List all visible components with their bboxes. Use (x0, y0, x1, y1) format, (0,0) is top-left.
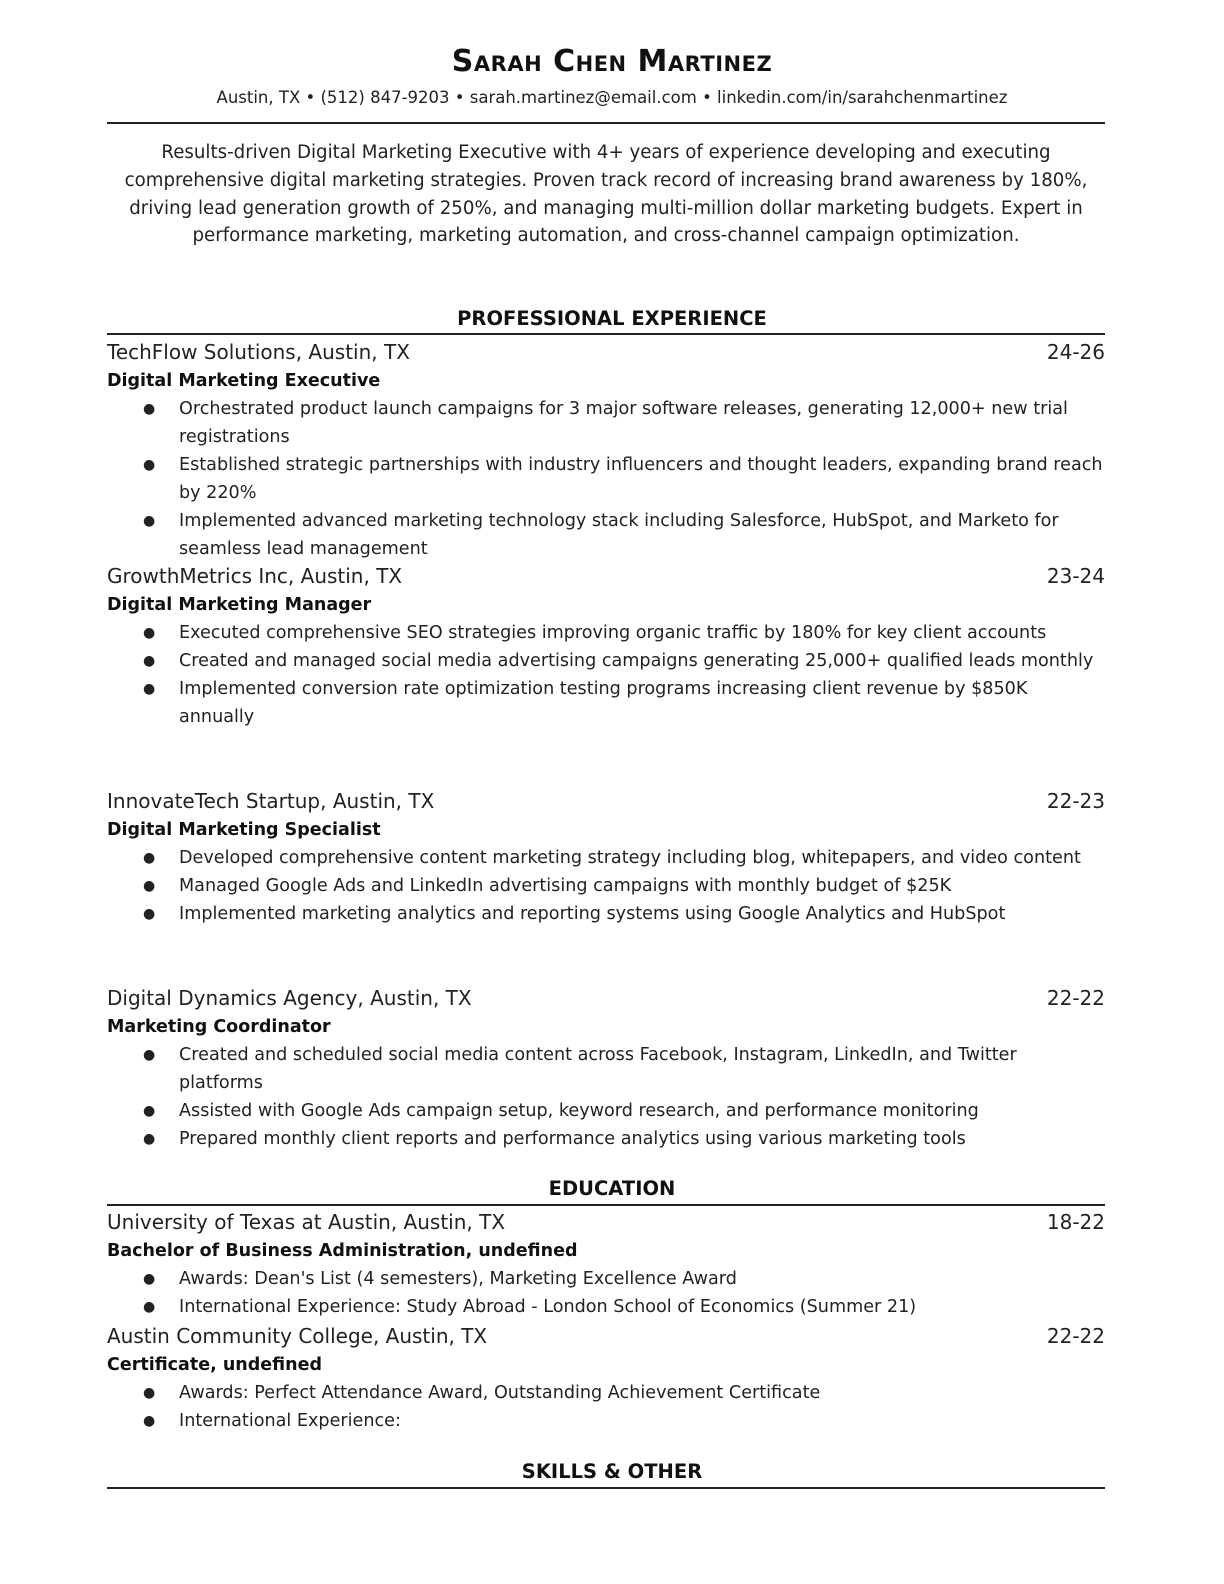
bullet-icon: ● (143, 1385, 156, 1401)
list-item: ● Implemented conversion rate optimization testing programs increasing client revenue by $850K annually (107, 676, 1105, 732)
experience-entry-header (107, 789, 1105, 817)
bullet-icon: ● (143, 625, 156, 641)
bullet-icon: ● (143, 1412, 156, 1429)
bullet-icon: ● (143, 512, 156, 529)
header-divider (107, 122, 1105, 124)
section-title-skills: SKILLS & OTHER (521, 1460, 703, 1483)
list-item: ● Managed Google Ads and LinkedIn advertising campaigns with monthly budget of $25K (107, 873, 1105, 901)
date-range: 18-22 (1046, 1210, 1105, 1234)
date-range: 23-24 (1046, 564, 1105, 588)
job-title: Digital Marketing Manager (107, 595, 372, 615)
experience-entry-header (107, 986, 1105, 1014)
list-item: ● Assisted with Google Ads campaign setup, keyword research, and performance monitoring (107, 1098, 1105, 1126)
bullet-icon: ● (143, 652, 156, 669)
job-title: Marketing Coordinator (107, 1017, 331, 1037)
education-entry-header (107, 1210, 1105, 1238)
section-title-education: EDUCATION (548, 1177, 676, 1200)
bullet-icon: ● (143, 1047, 156, 1063)
date-range: 22-23 (1046, 789, 1105, 813)
experience-entry-header (107, 564, 1105, 592)
date-range: 22-22 (1046, 986, 1105, 1010)
bullet-icon: ● (143, 1130, 156, 1147)
company-name: GrowthMetrics Inc, Austin, TX (107, 564, 403, 588)
list-item: ● Established strategic partnerships with industry influencers and thought leaders, expanding brand reach by 220% (107, 452, 1105, 508)
job-title: Digital Marketing Specialist (107, 820, 381, 840)
education-entry-header (107, 1324, 1105, 1352)
bullet-list (107, 396, 1105, 563)
company-name: Digital Dynamics Agency, Austin, TX (107, 986, 472, 1010)
degree: Certificate, undefined (107, 1355, 322, 1375)
school-name: Austin Community College, Austin, TX (107, 1324, 488, 1348)
list-item: ● Created and scheduled social media content across Facebook, Instagram, LinkedIn, and Twitter platforms (107, 1042, 1105, 1098)
degree: Bachelor of Business Administration, undefined (107, 1241, 578, 1261)
date-range: 24-26 (1046, 340, 1105, 364)
experience-entry-header (107, 340, 1105, 368)
list-item: ● Awards: Perfect Attendance Award, Outstanding Achievement Certificate (107, 1380, 1105, 1408)
bullet-icon: ● (143, 905, 156, 922)
list-item: ● International Experience: Study Abroad - London School of Economics (Summer 21) (107, 1294, 1105, 1322)
bullet-list (107, 620, 1105, 732)
education-divider (107, 1204, 1105, 1206)
section-title-experience: PROFESSIONAL EXPERIENCE (457, 307, 767, 330)
list-item: ● International Experience: (107, 1408, 1105, 1436)
list-item: ● Prepared monthly client reports and performance analytics using various marketing tools (107, 1126, 1105, 1154)
bullet-icon: ● (143, 1271, 156, 1287)
experience-divider (107, 333, 1105, 335)
list-item: ● Orchestrated product launch campaigns for 3 major software releases, generating 12,000+ new trial registrations (107, 396, 1105, 452)
job-title: Digital Marketing Executive (107, 371, 381, 391)
bullet-icon: ● (143, 850, 156, 866)
list-item: ● Executed comprehensive SEO strategies improving organic traffic by 180% for key client accounts (107, 620, 1105, 648)
candidate-name: Sarah Chen Martinez (451, 44, 773, 79)
bullet-list (107, 1266, 1105, 1322)
professional-summary: Results-driven Digital Marketing Executive with 4+ years of experience developing and executing comprehensive digital marketing strategies. Proven track record of increasing brand awareness by 180%, driving lead generation growth of 250%, and managing multi-million dollar marketing budgets. Expert in performance marketing, marketing automation, and cross-channel campaign optimization. (124, 142, 1088, 247)
school-name: University of Texas at Austin, Austin, TX (107, 1210, 506, 1234)
bullet-list (107, 845, 1105, 929)
bullet-list (107, 1042, 1105, 1154)
bullet-icon: ● (143, 456, 156, 473)
list-item: ● Developed comprehensive content marketing strategy including blog, whitepapers, and video content (107, 845, 1105, 873)
contact-line: Austin, TX • (512) 847-9203 • sarah.martinez@email.com • linkedin.com/in/sarahchenmartinez (216, 88, 1008, 107)
bullet-icon: ● (143, 1102, 156, 1119)
bullet-icon: ● (143, 680, 156, 697)
bullet-icon: ● (143, 877, 156, 894)
list-item: ● Implemented advanced marketing technology stack including Salesforce, HubSpot, and Marketo for seamless lead management (107, 508, 1105, 564)
list-item: ● Implemented marketing analytics and reporting systems using Google Analytics and HubSpot (107, 901, 1105, 929)
company-name: InnovateTech Startup, Austin, TX (107, 789, 435, 813)
bullet-icon: ● (143, 1298, 156, 1315)
bullet-icon: ● (143, 401, 156, 417)
bullet-list (107, 1380, 1105, 1436)
date-range: 22-22 (1046, 1324, 1105, 1348)
list-item: ● Awards: Dean's List (4 semesters), Marketing Excellence Award (107, 1266, 1105, 1294)
company-name: TechFlow Solutions, Austin, TX (107, 340, 410, 364)
list-item: ● Created and managed social media advertising campaigns generating 25,000+ qualified leads monthly (107, 648, 1105, 676)
skills-divider (107, 1487, 1105, 1489)
